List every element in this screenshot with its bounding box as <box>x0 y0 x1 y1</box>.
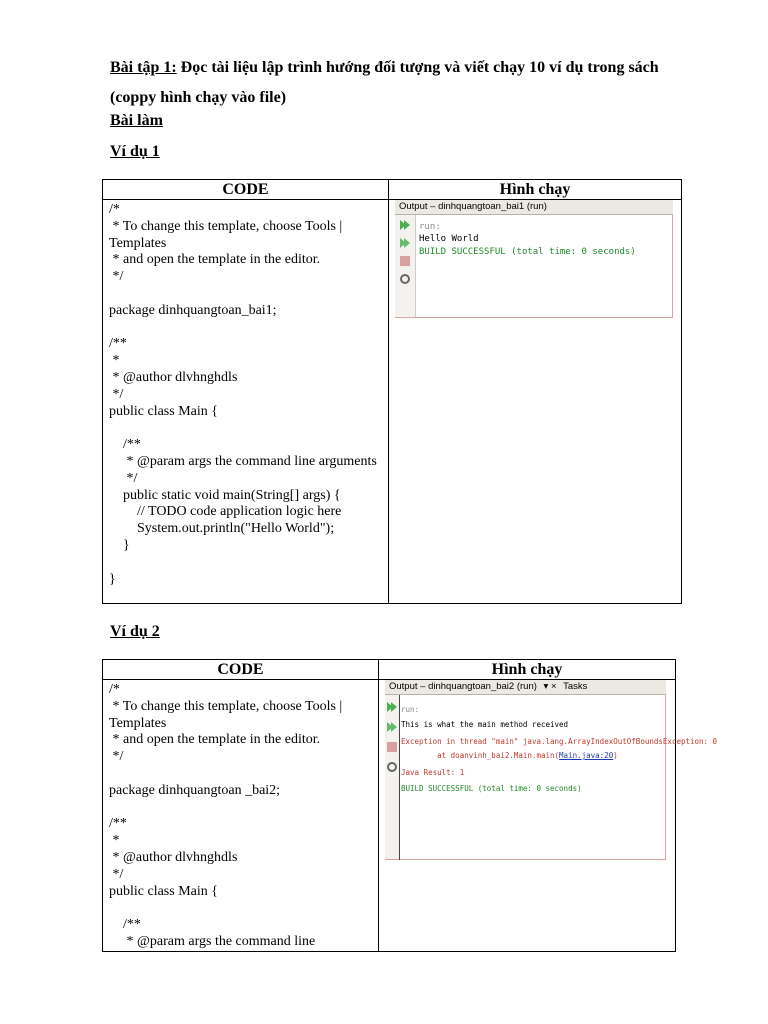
tasks-tab: Tasks <box>563 681 588 692</box>
code-column-header: CODE <box>103 660 379 680</box>
output-hello-line: Hello World <box>419 234 479 244</box>
code-column-header: CODE <box>103 180 389 200</box>
stack-prefix: at doanvinh_bai2.Main.main( <box>401 751 560 760</box>
example-1-heading: Ví dụ 1 <box>110 143 160 160</box>
output-run-line: run: <box>419 222 441 232</box>
stack-suffix: ) <box>613 751 618 760</box>
output-java-result-line: Java Result: 1 <box>401 768 465 777</box>
rerun-alt-icon <box>399 237 411 249</box>
output-tab <box>395 200 673 215</box>
task-statement <box>110 53 680 113</box>
example-2-code: /* * To change this template, choose Tools | Templates * and open the template in the editor. */ package dinhquangtoan _bai2; /** * * @author dlvhnghdls */ public class Main { /** * @param args the command line <box>109 682 343 949</box>
output-toolbar <box>385 695 400 859</box>
settings-icon <box>399 273 411 285</box>
run-column-header: Hình chạy <box>389 180 682 200</box>
output-run-line: run: <box>401 705 420 714</box>
output-build-line: BUILD SUCCESSFUL (total time: 0 seconds) <box>401 784 582 793</box>
rerun-icon <box>386 701 398 713</box>
output-stack-line <box>401 750 618 762</box>
rerun-alt-icon <box>386 721 398 733</box>
output-build-line: BUILD SUCCESSFUL (total time: 0 seconds) <box>419 247 636 257</box>
run-column-header: Hình chạy <box>379 660 676 680</box>
output-toolbar <box>395 215 416 317</box>
stop-icon <box>399 255 411 267</box>
example-1-output-window <box>395 200 673 318</box>
output-tab <box>385 680 666 695</box>
stack-source-link[interactable]: Main.java:20 <box>559 751 614 760</box>
task-text: Đọc tài liệu lập trình hướng đối tượng và viết chạy 10 ví dụ trong sách (coppy hình chạy vào file) <box>110 59 659 106</box>
output-tab-title: Output – dinhquangtoan_bai2 (run) <box>389 681 537 692</box>
output-exception-line: Exception in thread "main" java.lang.ArrayIndexOutOfBoundsException: 0 <box>401 737 718 746</box>
output-gutter-line <box>399 695 400 860</box>
output-tab-title: Output – dinhquangtoan_bai1 (run) <box>399 201 547 212</box>
stop-icon <box>386 741 398 753</box>
output-main-line: This is what the main method received <box>401 720 569 729</box>
example-2-heading: Ví dụ 2 <box>110 623 160 640</box>
example-1-code: /* * To change this template, choose Tools | Templates * and open the template in the editor. */ package dinhquangtoan_bai1; /** * * @author dlvhnghdls */ public class Main { /** * @param args the command line arguments */ public static void main(String[] args) { // TODO code application logic here System.out.println("Hello World"); } } <box>109 202 377 587</box>
settings-icon <box>386 761 398 773</box>
task-title: Bài tập 1: <box>110 59 177 76</box>
example-2-output-window <box>385 680 718 860</box>
close-tab-icon: ▾ × <box>543 681 557 692</box>
answer-heading: Bài làm <box>110 112 163 129</box>
rerun-icon <box>399 219 411 231</box>
